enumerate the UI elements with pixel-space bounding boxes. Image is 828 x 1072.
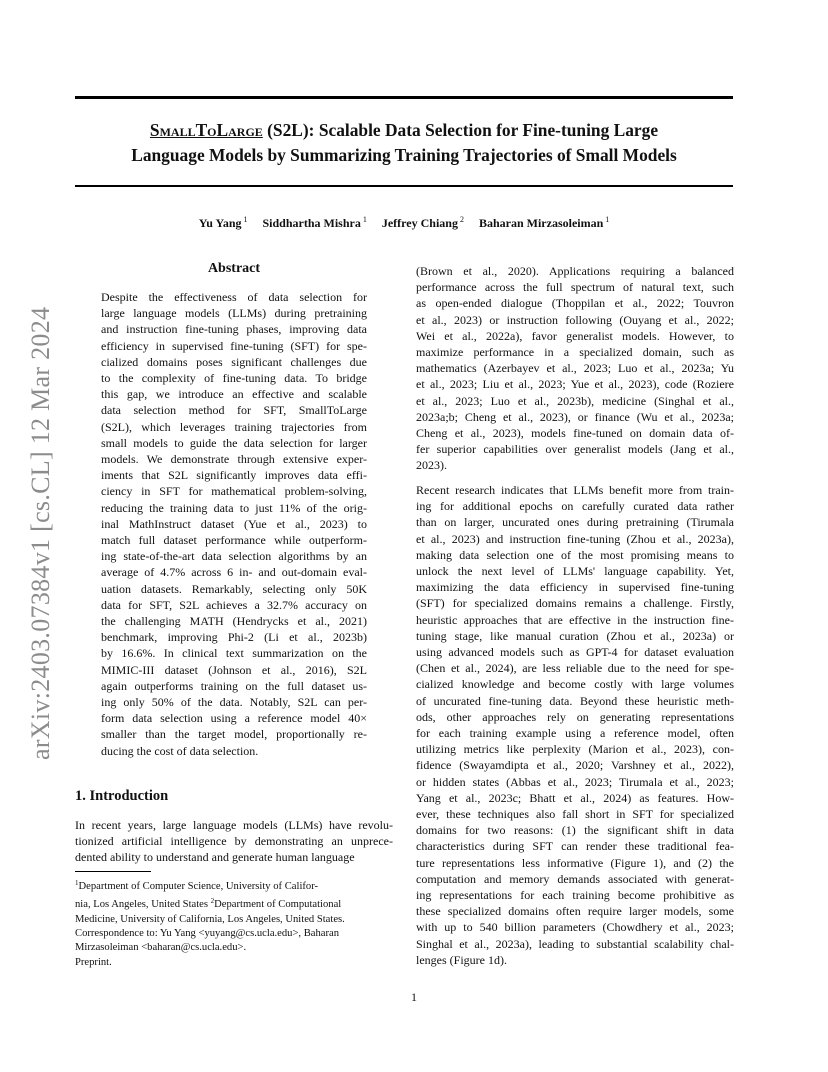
text-line: (S2L), which leverages training trajectories from	[101, 419, 367, 434]
text-line: lenges (Figure 1d).	[416, 952, 507, 967]
title-line-1	[150, 120, 658, 140]
text-line: et al., 2023; Luo et al., 2023b), medicine (Singhal et al.,	[416, 393, 734, 408]
author-list	[75, 215, 733, 231]
text-line: data for SFT, S2L achieves a 32.7% accuracy on	[101, 597, 367, 612]
text-line: ing representations for each training become prohibitive as	[416, 888, 734, 903]
text-line: ing for additional epochs on carefully curated data rather	[416, 499, 734, 514]
text-line: efficiency in supervised fine-tuning (SFT) for spe-	[101, 338, 367, 353]
text-line: et al., 2023; Liu et al., 2023; Yue et al., 2023), code (Roziere	[416, 377, 734, 392]
preprint-note: Preprint.	[75, 957, 112, 968]
text-line: ing only 50% of the data. Notably, S2L can per-	[101, 695, 367, 710]
title-rule-bottom	[75, 185, 733, 187]
text-line: cialized knowledge and become costly with large volumes	[416, 677, 734, 692]
text-line: maximize performance in a specialized domain, such as	[416, 345, 734, 360]
text-line: utilizing metrics like perplexity (Marion et al., 2023), con-	[416, 742, 734, 757]
text-line: unlock the next level of LLMs' language capability. Yet,	[416, 564, 734, 579]
text-line: using advanced models such as GPT-4 for dataset evaluation	[416, 645, 734, 660]
text-line: 2023).	[416, 458, 447, 473]
footnote-mark: 1	[75, 879, 79, 887]
footnote-line	[75, 876, 393, 894]
text-line: benchmark, improving Phi-2 (Li et al., 2023b)	[101, 630, 367, 645]
text-line: small models to guide the data selection for larger	[101, 435, 367, 450]
text-line: models. We demonstrate through extensive exper-	[101, 452, 367, 467]
text-line: tionized artificial intelligence by demonstrating an unprece-	[75, 834, 393, 849]
text-line: ducing the cost of data selection.	[101, 743, 259, 758]
title-smallcaps-method: SmallToLarge	[149, 120, 263, 140]
text-line: characteristics during SFT can render these traditional fea-	[416, 839, 734, 854]
footnote-text: Department of Computational	[214, 899, 342, 911]
text-line: (Chen et al., 2024), are less reliable due to the need for spe-	[416, 661, 734, 676]
text-line: ture representations less informative (Figure 1), and (2) the	[416, 855, 734, 870]
text-line: Recent research indicates that LLMs benefit more from train-	[416, 483, 734, 497]
affiliation-mark: 2	[459, 215, 464, 224]
text-line: heuristic approaches that are effective in the instruction fine-	[416, 612, 734, 627]
footnote-mark: 2	[210, 897, 215, 906]
abstract-body	[101, 289, 367, 759]
footnote-rule	[75, 871, 151, 872]
text-line: to the complexity of fine-tuning data. To bridge	[101, 371, 367, 386]
author-name: Baharan Mirzasoleiman	[478, 216, 604, 230]
text-line: as open-ended dialogue (Thoppilan et al., 2022; Touvron	[416, 296, 734, 311]
text-line: Singhal et al., 2023a), leading to substantial scalability chal-	[416, 936, 734, 951]
text-line: this gap, we introduce an effective and scalable	[101, 387, 367, 402]
footnote-line	[75, 894, 393, 912]
text-line: ing state-of-the-art data selection algorithms by an	[101, 549, 367, 564]
text-line: et al., 2023) and instruction fine-tuning (Zhou et al., 2023a),	[416, 531, 734, 546]
text-line: form data selection using a reference model 40×	[101, 711, 367, 726]
text-line: (SFT) for specialized domains remains a challenge. Firstly,	[416, 596, 734, 611]
text-line: these specialized domains often require larger models, some	[416, 904, 734, 919]
text-line: (Brown et al., 2020). Applications requiring a balanced	[416, 264, 734, 278]
introduction-body-right-paragraph-1	[416, 263, 734, 474]
text-line: reducing the training data to just 11% of the orig-	[101, 500, 367, 515]
text-line: MIMIC-III dataset (Johnson et al., 2016), S2L	[101, 662, 367, 677]
text-line: tuning stage, like manual curation (Zhou et al., 2023a) or	[416, 628, 734, 643]
author	[479, 216, 609, 230]
text-line: computation and memory demands associated with generat-	[416, 871, 734, 886]
text-line: fidence (Swayamdipta et al., 2020; Varshney et al., 2022),	[416, 758, 734, 773]
text-line: again outperforms training on the full dataset us-	[101, 678, 367, 693]
text-line: ciency in SFT for mathematical problem-solving,	[101, 484, 367, 499]
author	[263, 216, 367, 230]
text-line: dented ability to understand and generate human language	[75, 850, 355, 865]
text-line: Cheng et al., 2023), models fine-tuned on domain data of-	[416, 426, 734, 441]
affiliation-footnote	[75, 876, 393, 955]
text-line: maximizing the data efficiency in supervised fine-tuning	[416, 580, 734, 595]
text-line: data selection method for SFT, SmallToLarge	[101, 403, 367, 418]
text-line: iments that S2L significantly improves data effi-	[101, 468, 367, 483]
footnote-text: Department of Computer Science, University of Califor-	[78, 881, 319, 892]
text-line: 2023a;b; Cheng et al., 2023), or finance (Wu et al., 2023a;	[416, 409, 734, 424]
affiliation-mark: 1	[605, 215, 610, 224]
text-line: of uncurated fine-tuning data. Beyond these heuristic meth-	[416, 693, 734, 708]
paper-title	[75, 118, 733, 168]
affiliation-mark: 1	[243, 215, 248, 224]
text-line: et al., 2023) or instruction following (Ouyang et al., 2022;	[416, 312, 734, 327]
page-number: 1	[411, 990, 417, 1004]
footnote-text: nia, Los Angeles, United States	[75, 899, 211, 911]
text-line: ever, these techniques also fall short in SFT for specialized	[416, 807, 734, 822]
title-rule-top	[75, 96, 733, 99]
title-line-1-rest: (S2L): Scalable Data Selection for Fine-tuning Large	[262, 120, 659, 140]
text-line: fer superior capabilities over generalist models (Jang et al.,	[416, 442, 734, 457]
text-line: making data selection one of the most promising means to	[416, 547, 734, 562]
arxiv-stamp: arXiv:2403.07384v1 [cs.CL] 12 Mar 2024	[26, 306, 55, 760]
author-name: Jeffrey Chiang	[381, 216, 458, 230]
title-line-2: Language Models by Summarizing Training Trajectories of Small Models	[131, 145, 677, 165]
introduction-body-right-paragraph-2	[416, 482, 734, 968]
text-line: with up to 540 billion parameters (Chowdhery et al., 2023;	[416, 920, 734, 935]
introduction-body-left	[75, 817, 393, 866]
text-line: the challenging MATH (Hendrycks et al., 2021)	[101, 614, 367, 629]
text-line: Yang et al., 2023c; Bhatt et al., 2024) as features. How-	[416, 790, 734, 805]
text-line: average of 4.7% across 6 in- and out-domain eval-	[101, 565, 367, 580]
text-line: performance across the full spectrum of natural text, such	[416, 280, 734, 295]
text-line: Despite the effectiveness of data selection for	[101, 290, 367, 304]
author	[382, 216, 464, 230]
text-line: cialized domains poses significant challenges due	[101, 354, 367, 369]
text-line: mathematics (Azerbayev et al., 2023; Luo et al., 2023a; Yu	[416, 361, 734, 376]
author-name: Yu Yang	[198, 216, 242, 230]
affiliation-mark: 1	[362, 215, 367, 224]
text-line: and instruction fine-tuning phases, improving data	[101, 322, 367, 337]
text-line: ods, other approaches rely on generating representations	[416, 709, 734, 724]
abstract-heading: Abstract	[207, 261, 261, 276]
footnote-line: Mirzasoleiman <baharan@cs.ucla.edu>.	[75, 942, 247, 954]
text-line: large language models (LLMs) during pretraining	[101, 306, 367, 321]
text-line: uation datasets. Remarkably, selecting only 50K	[101, 581, 367, 596]
text-line: by 16.6%. In clinical text summarization on the	[101, 646, 367, 661]
text-line: than on larger, uncurated ones during pretraining (Tirumala	[416, 515, 734, 530]
author	[199, 216, 248, 230]
section-heading-introduction: 1. Introduction	[75, 788, 169, 804]
author-name: Siddhartha Mishra	[262, 216, 361, 230]
text-line: inal MathInstruct dataset (Yue et al., 2023) to	[101, 516, 367, 531]
footnote-line: Medicine, University of California, Los Angeles, United States.	[75, 913, 345, 925]
text-line: domains for two reasons: (1) the significant shift in data	[416, 823, 734, 838]
text-line: for each training example using a reference model, often	[416, 726, 734, 741]
text-line: smaller than the target model, proportionally re-	[101, 727, 367, 742]
text-line: match full dataset performance while outperform-	[101, 533, 367, 548]
text-line: In recent years, large language models (LLMs) have revolu-	[75, 818, 393, 832]
text-line: or hidden states (Abbas et al., 2023; Tirumala et al., 2023;	[416, 774, 734, 789]
text-line: Wei et al., 2022a), favor generalist models. However, to	[416, 328, 734, 343]
footnote-line: Correspondence to: Yu Yang <yuyang@cs.ucla.edu>, Baharan	[75, 927, 340, 939]
